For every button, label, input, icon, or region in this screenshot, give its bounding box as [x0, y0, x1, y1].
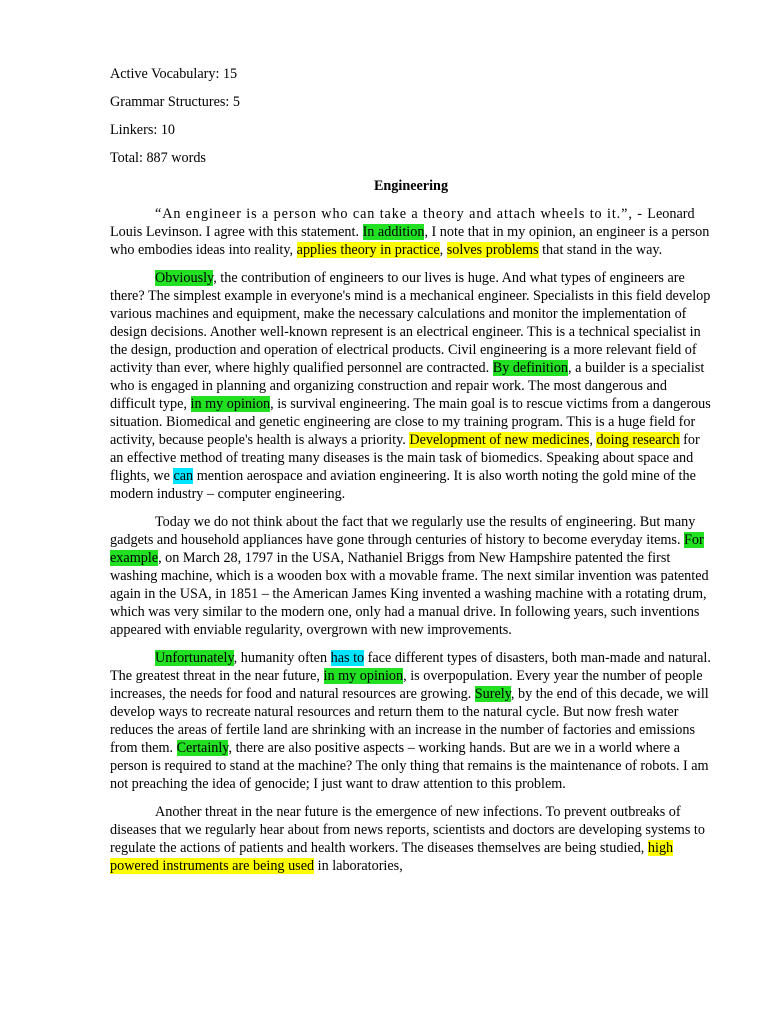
active-vocabulary-count: Active Vocabulary: 15	[110, 66, 238, 82]
highlighted-phrase-green: In addition	[362, 224, 425, 240]
highlighted-phrase-green: Unfortunately	[155, 650, 234, 666]
paragraph-text: , I note that in my opinion, an engineer is a person who embodies ideas into reality,	[110, 224, 710, 258]
highlighted-phrase-yellow: applies theory in practice	[296, 242, 440, 258]
highlighted-phrase-green: in my opinion	[323, 668, 404, 684]
paragraph-text: for an effective method of treating many diseases is the main task of biomedics. Speaking about space and flights, we	[110, 432, 700, 484]
highlighted-phrase-yellow: doing research	[596, 432, 680, 448]
paragraph-text: face different types of disasters, both man-made and natural. The greatest threat in the near future,	[110, 650, 711, 684]
essay-paragraph	[110, 205, 712, 259]
highlighted-phrase-green: in my opinion	[190, 396, 271, 412]
paragraph-text: , a builder is a specialist who is engaged in planning and organizing construction and repair work. The most dangerous and difficult type,	[110, 360, 705, 412]
paragraph-text: that stand in the way.	[538, 242, 663, 258]
paragraph-text: Leonard Louis Levinson. I agree with this statement.	[110, 206, 695, 240]
paragraph-text: ,	[439, 242, 447, 258]
essay-paragraph	[110, 803, 712, 875]
paragraph-text: , there are also positive aspects – working hands. But are we in a world where a person is required to stand at the machine? The only thing that remains is the maintenance of robots. I am not preaching the idea of genocide; I just want to draw attention to this problem.	[110, 740, 709, 792]
essay-paragraph	[110, 513, 712, 639]
paragraph-text: ,	[589, 432, 597, 448]
paragraph-text: , the contribution of engineers to our lives is huge. And what types of engineers are there? The simplest example in everyone's mind is a mechanical engineer. Specialists in this field develop various machines and equipment, make the necessary calculations and monitor the implementation of design decisions. Another well-known represent is an electrical engineer. This is a technical specialist in the design, production and operation of electrical products. Civil engineering is a more relevant field of activity than ever, where highly qualified personnel are contracted.	[110, 270, 711, 376]
essay-body	[110, 205, 712, 875]
highlighted-phrase-green: Surely	[474, 686, 511, 702]
highlighted-phrase-yellow: solves problems	[446, 242, 539, 258]
highlighted-phrase-cyan: can	[173, 468, 194, 484]
paragraph-text: , is overpopulation. Every year the number of people increases, the needs for food and natural resources are growing.	[110, 668, 703, 702]
grammar-structures-count: Grammar Structures: 5	[110, 94, 241, 110]
paragraph-text: in laboratories,	[314, 858, 403, 874]
linkers-count: Linkers: 10	[110, 122, 176, 138]
epigraph-quote: “An engineer is a person who can take a theory and attach wheels to it.”, -	[155, 206, 648, 222]
highlighted-phrase-green: Certainly	[176, 740, 229, 756]
total-word-count: Total: 887 words	[110, 150, 206, 166]
paragraph-text: , by the end of this decade, we will develop ways to recreate natural resources and return them to the natural cycle. But now fresh water reduces the areas of fertile land are shrinking with an increase in the number of factories and emissions from them.	[110, 686, 709, 756]
highlighted-phrase-green: For example	[110, 532, 704, 566]
highlighted-phrase-yellow: high powered instruments are being used	[110, 840, 674, 874]
paragraph-text: Today we do not think about the fact that we regularly use the results of engineering. But many gadgets and household appliances have gone through centuries of history to become everyday items.	[110, 514, 696, 548]
highlighted-phrase-green: Obviously	[155, 270, 214, 286]
highlighted-phrase-cyan: has to	[330, 650, 365, 666]
paragraph-text: , is survival engineering. The main goal is to rescue victims from a dangerous situation. Biomedical and genetic engineering are close to my training program. This is a huge field for activity, because people's health is always a priority.	[110, 396, 711, 448]
paragraph-text: Another threat in the near future is the emergence of new infections. To prevent outbreaks of diseases that we regularly hear about from news reports, scientists and doctors are developing systems to regulate the actions of patients and health workers. The diseases themselves are being studied,	[110, 804, 705, 856]
essay-paragraph	[110, 269, 712, 503]
essay-title: Engineering	[373, 178, 449, 194]
paragraph-text: , humanity often	[233, 650, 331, 666]
paragraph-text: mention aerospace and aviation engineering. It is also worth noting the gold mine of the modern industry – computer engineering.	[110, 468, 696, 502]
highlighted-phrase-yellow: Development of new medicines	[409, 432, 590, 448]
highlighted-phrase-green: By definition	[492, 360, 569, 376]
paragraph-text: , on March 28, 1797 in the USA, Nathaniel Briggs from New Hampshire patented the first washing machine, which is a wooden box with a movable frame. The next similar invention was patented again in the USA, in 1851 – the American James King invented a washing machine with a rotating drum, which was very similar to the modern one, only had a manual drive. In following years, such inventions appeared with enviable regularity, overgrown with new improvements.	[110, 550, 709, 638]
essay-paragraph	[110, 649, 712, 793]
